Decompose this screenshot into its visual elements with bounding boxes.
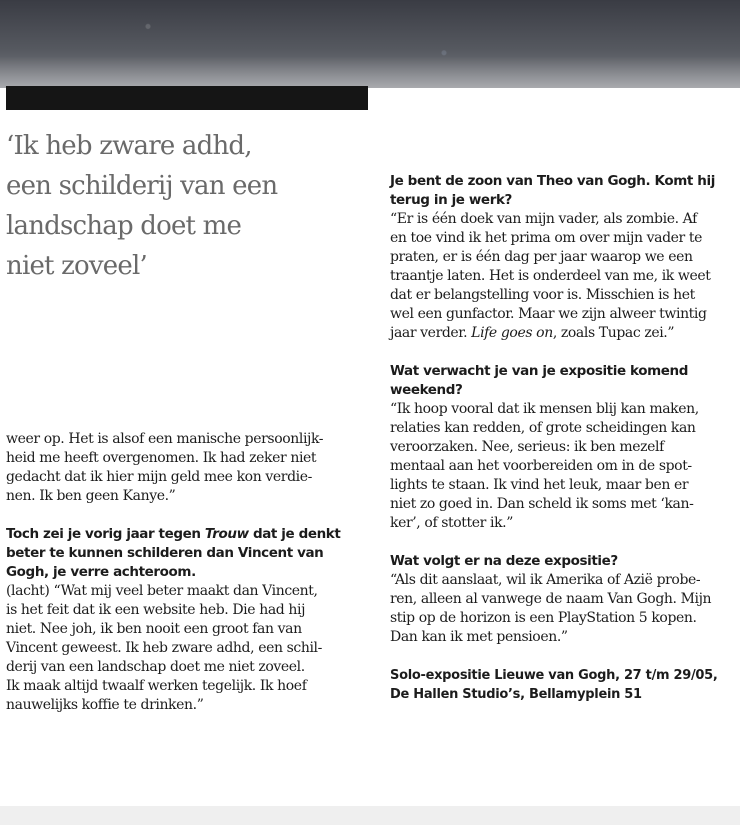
exhibition-credit: De Hallen Studio’s, Bellamyplein 51 bbox=[390, 687, 642, 702]
interview-question bbox=[6, 525, 360, 544]
body-line: Ik maak altijd twaalf werken tegelijk. Ik hoef bbox=[6, 678, 307, 694]
body-line: veroorzaken. Nee, serieus: ik ben mezelf bbox=[390, 439, 664, 455]
body-line: niet. Nee joh, ik ben nooit een groot fan van bbox=[6, 621, 302, 637]
pull-quote-line: landschap doet me bbox=[6, 211, 242, 241]
pull-quote bbox=[6, 126, 366, 286]
pull-quote-line: ‘Ik heb zware adhd, bbox=[6, 131, 252, 161]
body-line: Vincent geweest. Ik heb zware adhd, een schil- bbox=[6, 640, 322, 656]
body-text: , zoals Tupac zei.” bbox=[552, 325, 675, 341]
interview-question: Wat volgt er na deze expositie? bbox=[390, 553, 618, 569]
pull-quote-line: niet zoveel’ bbox=[6, 251, 147, 281]
body-line: ker’, of stotter ik.” bbox=[390, 515, 513, 531]
body-line: traantje laten. Het is onderdeel van me, ik weet bbox=[390, 268, 711, 284]
exhibition-credit: Solo-expositie Lieuwe van Gogh, 27 t/m 29/05, bbox=[390, 668, 718, 683]
body-line: “Als dit aanslaat, wil ik Amerika of Azië probe- bbox=[390, 572, 701, 588]
question-text: dat je denkt bbox=[248, 526, 341, 542]
body-line: praten, er is één dag per jaar waarop we een bbox=[390, 249, 693, 265]
body-line: “Ik hoop vooral dat ik mensen blij kan maken, bbox=[390, 401, 699, 417]
photo-fade bbox=[0, 56, 740, 88]
body-text: jaar verder. bbox=[390, 325, 472, 341]
body-line: en toe vind ik het prima om over mijn vader te bbox=[390, 230, 702, 246]
interview-question-line: Gogh, je verre achteroom. bbox=[6, 564, 196, 580]
interview-question-line: Wat verwacht je van je expositie komend bbox=[390, 363, 689, 379]
body-line: wel een gunfactor. Maar we zijn alweer twintig bbox=[390, 306, 707, 322]
body-line: nen. Ik ben geen Kanye.” bbox=[6, 488, 176, 504]
body-line: nauwelijks koffie te drinken.” bbox=[6, 697, 204, 713]
body-line: dat er belangstelling voor is. Misschien is het bbox=[390, 287, 695, 303]
body-line: heid me heeft overgenomen. Ik had zeker niet bbox=[6, 450, 317, 466]
pull-quote-line: een schilderij van een bbox=[6, 171, 278, 201]
body-line: mentaal aan het voorbereiden om in de spot- bbox=[390, 458, 692, 474]
body-line: stip op de horizon is een PlayStation 5 kopen. bbox=[390, 610, 697, 626]
body-line: weer op. Het is alsof een manische persoonlijk- bbox=[6, 431, 324, 447]
body-line: gedacht dat ik hier mijn geld mee kon verdie- bbox=[6, 469, 312, 485]
interview-question-line: terug in je werk? bbox=[390, 192, 512, 208]
body-line bbox=[390, 324, 740, 343]
question-text: Toch zei je vorig jaar tegen bbox=[6, 526, 205, 542]
interview-question-line: beter te kunnen schilderen dan Vincent van bbox=[6, 545, 324, 561]
right-column bbox=[390, 172, 740, 704]
body-line: is het feit dat ik een website heb. Die had hij bbox=[6, 602, 306, 618]
body-line: ren, alleen al vanwege de naam Van Gogh. Mijn bbox=[390, 591, 712, 607]
italic-phrase: Life goes on bbox=[471, 325, 553, 341]
body-line: lights te staan. Ik vind het leuk, maar ben er bbox=[390, 477, 689, 493]
body-line: derij van een landschap doet me niet zoveel. bbox=[6, 659, 305, 675]
body-line: Dan kan ik met pensioen.” bbox=[390, 629, 568, 645]
body-line: (lacht) “Wat mij veel beter maakt dan Vincent, bbox=[6, 583, 318, 599]
body-line: niet zo goed in. Dan scheld ik soms met ‘kan- bbox=[390, 496, 694, 512]
body-line: relaties kan redden, of grote scheidingen kan bbox=[390, 420, 696, 436]
footer-band bbox=[0, 806, 740, 825]
body-line: “Er is één doek van mijn vader, als zombie. Af bbox=[390, 211, 697, 227]
interview-question-line: weekend? bbox=[390, 382, 463, 398]
interview-question-line: Je bent de zoon van Theo van Gogh. Komt hij bbox=[390, 173, 715, 189]
caption-bar bbox=[6, 86, 368, 110]
left-column bbox=[6, 430, 360, 715]
newspaper-name: Trouw bbox=[204, 526, 249, 542]
